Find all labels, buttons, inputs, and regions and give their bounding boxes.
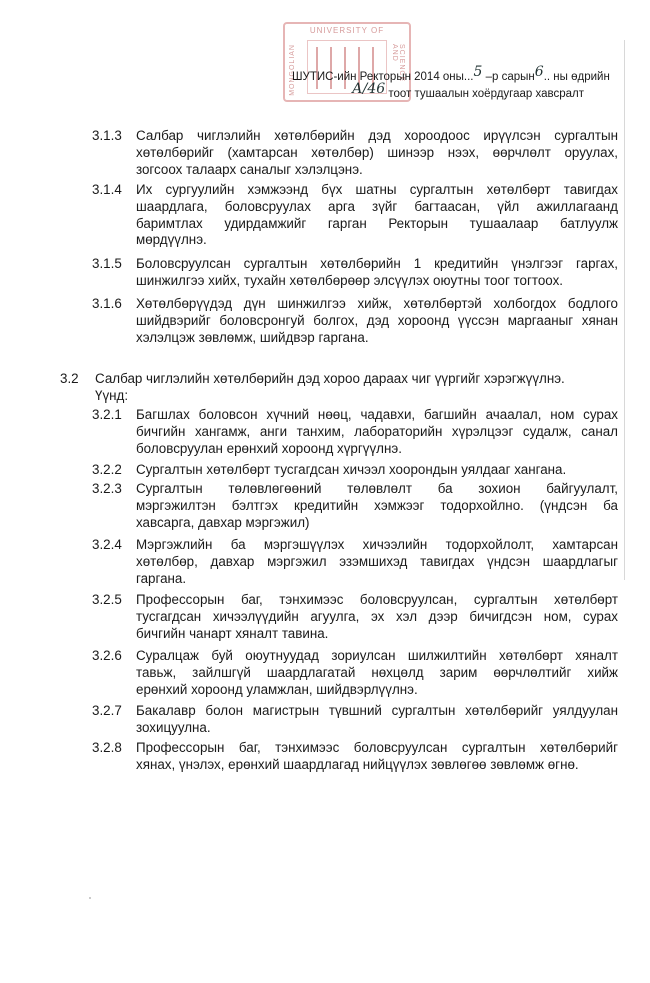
attachment-header-line1: ШУТИС-ийн Ректорын 2014 оны...5 –р сарын6.. ны өдрийн (292, 64, 610, 83)
clause-number: 3.2.4 (92, 537, 122, 552)
scan-speck (89, 897, 91, 899)
clause-number: 3.1.6 (92, 296, 122, 311)
clause-text: Профессорын баг, тэнхимээс боловсруулсан сургалтын хөтөлбөрийг хянах, үнэлэх, ерөнхий шаардлагад нийцүүлэх зөвлөгөө зөвлөмж өгнө. (136, 740, 618, 772)
clause-text: Боловсруулсан сургалтын хөтөлбөрийн 1 кредитийн үнэлгээг гаргах, шинжилгээ хийх, тухайн хөтөлбөрөөр элсүүлэх оюутны тоог тогтоох. (136, 256, 618, 288)
clause-number: 3.1.4 (92, 182, 122, 197)
handwritten-day: 6 (534, 64, 544, 80)
stamp-right-text: SCIENCE AND (391, 44, 405, 83)
clause-text: Сургалтын хөтөлбөрт тусгагдсан хичээл хоорондын уялдааг хангана. (136, 462, 567, 477)
clause-number: 3.2.8 (92, 740, 122, 755)
clause-text: Багшлах боловсон хүчний нөөц, чадавхи, багшийн ачаалал, ном сурах бичгийн хангамж, анги танхим, лабораторийн хүрэлцээг судалж, санал боловсруулан ерөнхий хороонд хүргүүлнэ. (136, 407, 618, 456)
clause-text: Суралцаж буй оюутнуудад зориулсан шилжилтийн хөтөлбөрт хяналт тавьж, зайлшгүй шаардлагатай нөхцөлд зарим өөрчлөлтийг хийж ерөнхий хороонд уламжлан, шийдвэрлүүлнэ. (136, 648, 618, 697)
clause-text: Мэргэжлийн ба мэргэшүүлэх хичээлийн тодорхойлолт, хамтарсан хөтөлбөр, давхар мэргэжил эзэмшихэд тавигдах үндсэн шаардлагыг гаргана. (136, 537, 618, 586)
clause-number: 3.2.1 (92, 407, 122, 422)
section-text: Салбар чиглэлийн хөтөлбөрийн дэд хороо дараах чиг үүргийг хэрэгжүүлнэ. Үүнд: (95, 371, 565, 403)
handwritten-month: 5 (473, 64, 483, 80)
clause-number: 3.2.2 (92, 462, 122, 477)
clause-text: Хөтөлбөрүүдэд дүн шинжилгээ хийж, хөтөлбөртэй холбогдох бодлого шийдвэрийг боловсронгуй болгох, дэд хороонд үүссэн маргааныг хянан хэлэлцэж зөвлөмж, шийдвэр гаргана. (136, 296, 618, 345)
clause-number: 3.2.3 (92, 481, 122, 496)
clause-text: Бакалавр болон магистрын түвшний сургалтын хөтөлбөрийг уялдуулан зохицуулна. (136, 703, 618, 735)
stamp-top-text: UNIVERSITY OF (309, 26, 385, 35)
clause-number: 3.1.3 (92, 128, 122, 143)
clause-text: Сургалтын төлөвлөгөөний төлөвлөлт ба зохион байгуулалт, мэргэжилтэн бэлтгэх кредитийн хэмжээг тодорхойлно. (үндсэн ба хавсарга, давхар мэргэжил) (136, 481, 618, 530)
attachment-header-line2: А/46 тоот тушаалын хоёрдугаар хавсралт (352, 81, 585, 100)
clause-number: 3.2.5 (92, 592, 122, 607)
clause-text: Салбар чиглэлийн хөтөлбөрийн дэд хороодоос ирүүлсэн сургалтын хөтөлбөрийг (хамтарсан хөтөлбөр) шинээр нээх, өөрчлөлт оруулах, зогсоох талаарх саналыг хэлэлцэнэ. (136, 128, 618, 177)
stamp-left-text: MONGOLIAN (289, 44, 296, 96)
scan-edge-line (624, 40, 625, 580)
clause-number: 3.2.6 (92, 648, 122, 663)
clause-text: Профессорын баг, тэнхимээс боловсруулсан, сургалтын хөтөлбөрт тусгагдсан хичээлүүдийн агуулга, эх хэл дээр бичигдсэн ном, сурах бичгийн чанарт хяналт тавина. (136, 592, 618, 641)
handwritten-order-number: А/46 (352, 81, 386, 97)
clause-number: 3.2.7 (92, 703, 122, 718)
clause-number: 3.1.5 (92, 256, 122, 271)
clause-text: Их сургуулийн хэмжээнд бүх шатны сургалтын хөтөлбөрт тавигдах шаардлага, боловсруулах арга зүйг багтаасан, үйл ажиллагаанд баримтлах удирдамжийг гарган Ректорын тушаалаар батлуулж мөрдүүлнэ. (136, 182, 618, 248)
section-number: 3.2 (60, 371, 79, 386)
